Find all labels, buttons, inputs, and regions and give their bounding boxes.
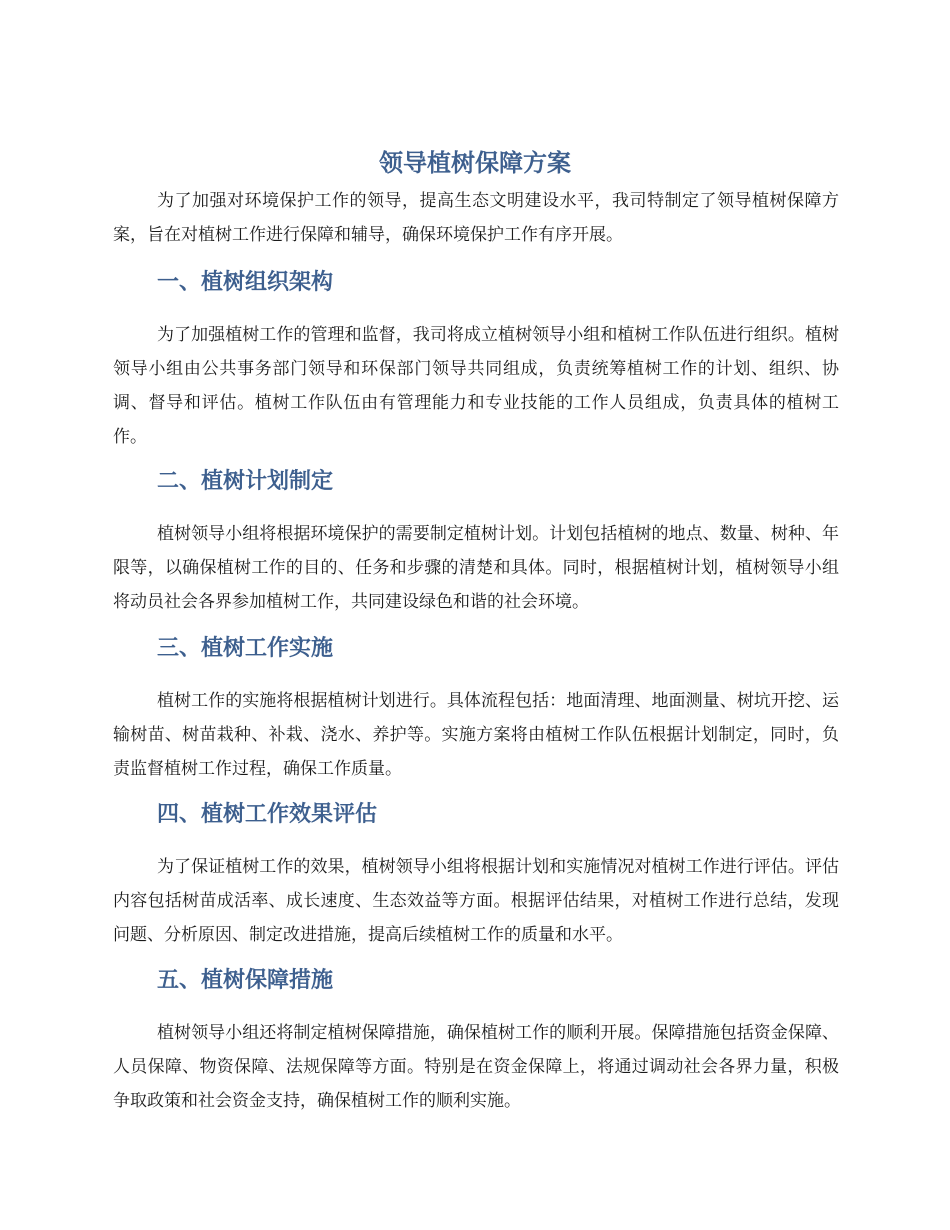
section-heading-1: 一、植树组织架构 — [157, 270, 334, 295]
section-heading-2: 二、植树计划制定 — [157, 469, 334, 494]
document-title: 领导植树保障方案 — [379, 149, 571, 177]
section-body-3: 植树工作的实施将根据植树计划进行。具体流程包括：地面清理、地面测量、树坑开挖、运输树苗、树苗栽种、补栽、浇水、养护等。实施方案将由植树工作队伍根据计划制定，同时，负责监督植树工作过程，确保工作质量。 — [113, 691, 839, 779]
section-body-2: 植树领导小组将根据环境保护的需要制定植树计划。计划包括植树的地点、数量、树种、年限等，以确保植树工作的目的、任务和步骤的清楚和具体。同时，根据植树计划，植树领导小组将动员社会各界参加植树工作，共同建设绿色和谐的社会环境。 — [113, 524, 839, 612]
section-body-4: 为了保证植树工作的效果，植树领导小组将根据计划和实施情况对植树工作进行评估。评估内容包括树苗成活率、成长速度、生态效益等方面。根据评估结果，对植树工作进行总结，发现问题、分析原因、制定改进措施，提高后续植树工作的质量和水平。 — [113, 857, 839, 945]
section-heading-4: 四、植树工作效果评估 — [157, 802, 378, 827]
intro-paragraph: 为了加强对环境保护工作的领导，提高生态文明建设水平，我司特制定了领导植树保障方案，旨在对植树工作进行保障和辅导，确保环境保护工作有序开展。 — [113, 191, 839, 245]
section-heading-5: 五、植树保障措施 — [157, 968, 334, 993]
section-body-5: 植树领导小组还将制定植树保障措施，确保植树工作的顺利开展。保障措施包括资金保障、人员保障、物资保障、法规保障等方面。特别是在资金保障上，将通过调动社会各界力量，积极争取政策和社会资金支持，确保植树工作的顺利实施。 — [113, 1023, 839, 1111]
section-heading-3: 三、植树工作实施 — [157, 636, 334, 661]
section-body-1: 为了加强植树工作的管理和监督，我司将成立植树领导小组和植树工作队伍进行组织。植树领导小组由公共事务部门领导和环保部门领导共同组成，负责统筹植树工作的计划、组织、协调、督导和评估。植树工作队伍由有管理能力和专业技能的工作人员组成，负责具体的植树工作。 — [113, 325, 839, 447]
